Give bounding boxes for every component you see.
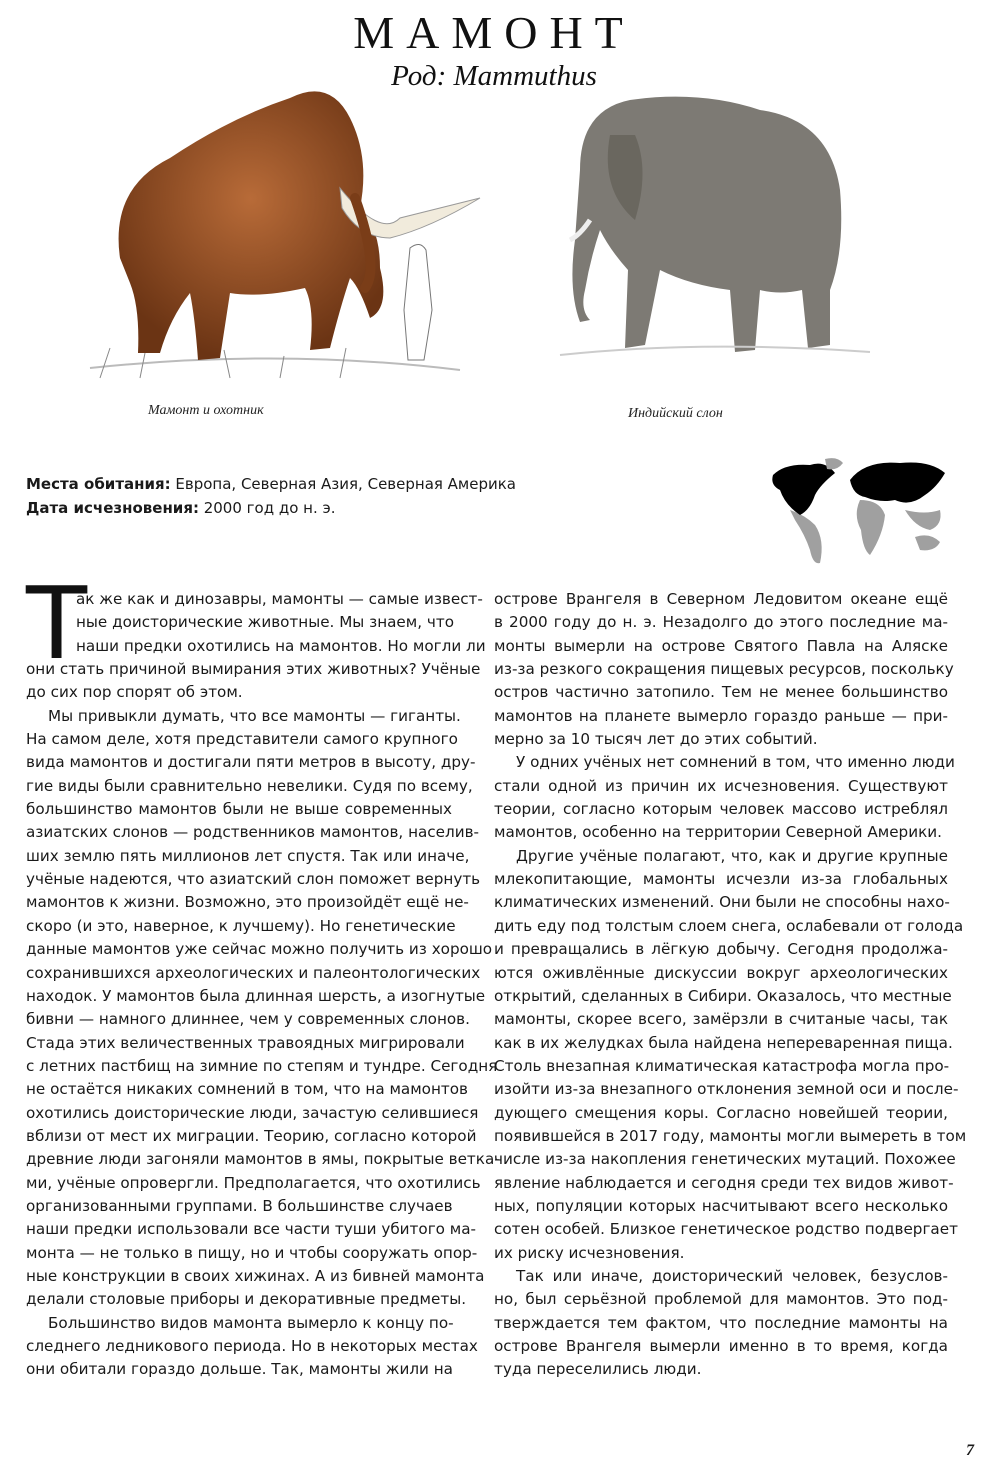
text-line: ных, популяции которых насчитывают всего несколько: [494, 1196, 948, 1215]
text-line: открытий, сделанных в Сибири. Оказалось, что местные: [494, 986, 952, 1005]
text-line: туда переселились люди.: [494, 1360, 702, 1379]
text-line: острове Врангеля в Северном Ледовитом океане ещё: [494, 590, 948, 608]
paragraph: [26, 588, 486, 705]
text-line: сохранившихся археологических и палеонтологических: [26, 963, 481, 982]
text-line: изойти из-за внезапного отклонения земной оси и после-: [494, 1080, 959, 1099]
text-line: следнего ледникового периода. Но в некоторых местах: [26, 1337, 478, 1355]
genus-subtitle: Род: Mammuthus: [391, 60, 597, 92]
article-left-column: [26, 588, 500, 1382]
text-line: и превращались в лёгкую добычу. Сегодня продолжа-: [494, 940, 948, 959]
text-line: они обитали гораздо дольше. Так, мамонты жили на: [26, 1360, 453, 1379]
text-line: наши предки использовали все части туши убитого ма-: [26, 1220, 477, 1239]
text-line: появившейся в 2017 году, мамонты могли вымереть в том: [494, 1126, 967, 1145]
paragraph: [494, 1265, 948, 1382]
text-line: делали столовые приборы и декоративные предметы.: [26, 1290, 467, 1309]
page-number: 7: [966, 1442, 974, 1459]
text-line: до сих пор спорят об этом.: [26, 683, 243, 702]
page-title: МАМОНТ: [353, 7, 635, 58]
text-line: их риску исчезновения.: [494, 1243, 685, 1262]
text-line: мамонтов, особенно на территории Северной Америки.: [494, 823, 942, 842]
text-line: с летних пастбищ на зимние по степям и тундре. Сегодня: [26, 1056, 498, 1075]
text-line: вблизи от мест их миграции. Теорию, согласно которой: [26, 1126, 477, 1145]
paragraph: [494, 845, 967, 1265]
text-line: мамонтов к жизни. Возможно, это произойдёт ещё не-: [26, 893, 469, 912]
drop-cap: Т: [26, 565, 88, 682]
text-line: наши предки охотились на мамонтов. Но могли ли: [76, 636, 486, 655]
text-line: они стать причиной вымирания этих животных? Учёные: [26, 660, 481, 679]
text-line: скоро (и это, наверное, к лучшему). Но генетические: [26, 916, 456, 935]
text-line: древние люди загоняли мамонтов в ямы, покрытые ветка-: [26, 1150, 500, 1169]
text-line: большинство мамонтов были не выше современных: [26, 800, 452, 819]
text-line: азиатских слонов — родственников мамонтов, населив-: [26, 823, 480, 842]
text-line: дить еду под толстым слоем снега, ослабевали от голода: [494, 916, 964, 935]
text-line: монты вымерли на острове Святого Павла на Аляске: [494, 636, 948, 655]
text-line: организованными группами. В большинстве случаев: [26, 1196, 453, 1215]
text-line: Мы привыкли думать, что все мамонты — гиганты.: [48, 706, 461, 725]
text-line: ак же как и динозавры, мамонты — самые извест-: [76, 590, 483, 608]
paragraph: [494, 588, 954, 751]
extinction-value: 2000 год до н. э.: [198, 499, 336, 517]
habitat-line: [26, 472, 516, 496]
habitat-label: Места обитания:: [26, 475, 171, 493]
text-line: сотен особей. Близкое генетическое родство подвергает: [494, 1220, 958, 1239]
text-line: тверждается тем фактом, что последние мамонты на: [494, 1313, 948, 1332]
text-line: ные конструкции в своих хижинах. А из бивней мамонта: [26, 1266, 485, 1285]
text-line: из-за резкого сокращения пищевых ресурсов, поскольку: [494, 660, 954, 679]
text-line: не остаётся никаких сомнений в том, что на мамонтов: [26, 1080, 468, 1099]
text-line: мамонтов на планете вымерло гораздо раньше — при-: [494, 706, 948, 725]
text-line: ные доисторические животные. Мы знаем, что: [76, 613, 455, 632]
text-line: Большинство видов мамонта вымерло к концу по-: [48, 1313, 454, 1332]
text-line: находок. У мамонтов была длинная шерсть, а изогнутые: [26, 986, 486, 1005]
habitat-value: Европа, Северная Азия, Северная Америка: [170, 475, 516, 493]
paragraph: [494, 751, 955, 844]
figure-caption-elephant: Индийский слон: [628, 406, 723, 421]
text-line: как в их желудках была найдена непереваренная пища.: [494, 1033, 953, 1052]
text-line: ших землю пять миллионов лет спустя. Так или иначе,: [26, 846, 470, 865]
text-line: У одних учёных нет сомнений в том, что именно люди: [516, 753, 955, 772]
text-line: вида мамонтов и достигали пяти метров в высоту, дру-: [26, 753, 476, 772]
text-line: климатических изменений. Они были не способны нахо-: [494, 893, 950, 912]
world-habitat-map-icon: [765, 455, 953, 567]
extinction-line: [26, 496, 336, 520]
text-line: стали одной из причин их исчезновения. Существуют: [494, 776, 948, 795]
text-line: Стада этих величественных травоядных мигрировали: [26, 1033, 465, 1052]
text-line: в 2000 году до н. э. Незадолго до этого последние ма-: [494, 613, 948, 632]
text-line: остров частично затопило. Тем не менее большинство: [494, 683, 948, 702]
text-line: монта — не только в пищу, но и чтобы сооружать опор-: [26, 1243, 478, 1262]
text-line: дующего смещения коры. Согласно новейшей теории,: [494, 1103, 948, 1122]
text-line: Так или иначе, доисторический человек, безуслов-: [516, 1266, 948, 1285]
text-line: острове Врангеля вымерли именно в то время, когда: [494, 1337, 948, 1355]
article-right-column: [494, 588, 967, 1382]
text-line: учёные надеются, что азиатский слон поможет вернуть: [26, 870, 481, 889]
text-line: ми, учёные опровергли. Предполагается, что охотились: [26, 1173, 481, 1192]
indian-elephant-illustration-icon: [540, 90, 890, 370]
text-line: но, был серьёзной проблемой для мамонтов. Это под-: [494, 1290, 948, 1309]
text-line: На самом деле, хотя представители самого крупного: [26, 730, 458, 749]
text-line: данные мамонтов уже сейчас можно получить из хорошо: [26, 940, 493, 959]
extinction-label: Дата исчезновения:: [26, 499, 199, 517]
text-line: млекопитающие, мамонты исчезли из-за глобальных: [494, 870, 948, 889]
paragraph: [26, 705, 500, 1312]
mammoth-hunter-illustration-icon: [80, 78, 500, 388]
text-line: Другие учёные полагают, что, как и другие крупные: [516, 846, 948, 865]
text-line: теории, согласно которым человек массово истреблял: [494, 800, 948, 819]
text-line: числе из-за накопления генетических мутаций. Похожее: [494, 1150, 956, 1169]
text-line: мерно за 10 тысяч лет до этих событий.: [494, 730, 818, 749]
paragraph: [26, 1312, 478, 1382]
text-line: гие виды были сравнительно невелики. Судя по всему,: [26, 776, 473, 795]
text-line: ются оживлённые дискуссии вокруг археологических: [494, 963, 948, 982]
text-line: Столь внезапная климатическая катастрофа могла про-: [494, 1056, 950, 1075]
text-line: охотились доисторические люди, зачастую селившиеся: [26, 1103, 479, 1122]
figure-caption-mammoth: Мамонт и охотник: [148, 403, 264, 418]
text-line: мамонты, скорее всего, замёрзли в считаные часы, так: [494, 1010, 948, 1029]
text-line: бивни — намного длиннее, чем у современных слонов.: [26, 1010, 470, 1029]
text-line: явление наблюдается и сегодня среди тех видов живот-: [494, 1173, 954, 1192]
